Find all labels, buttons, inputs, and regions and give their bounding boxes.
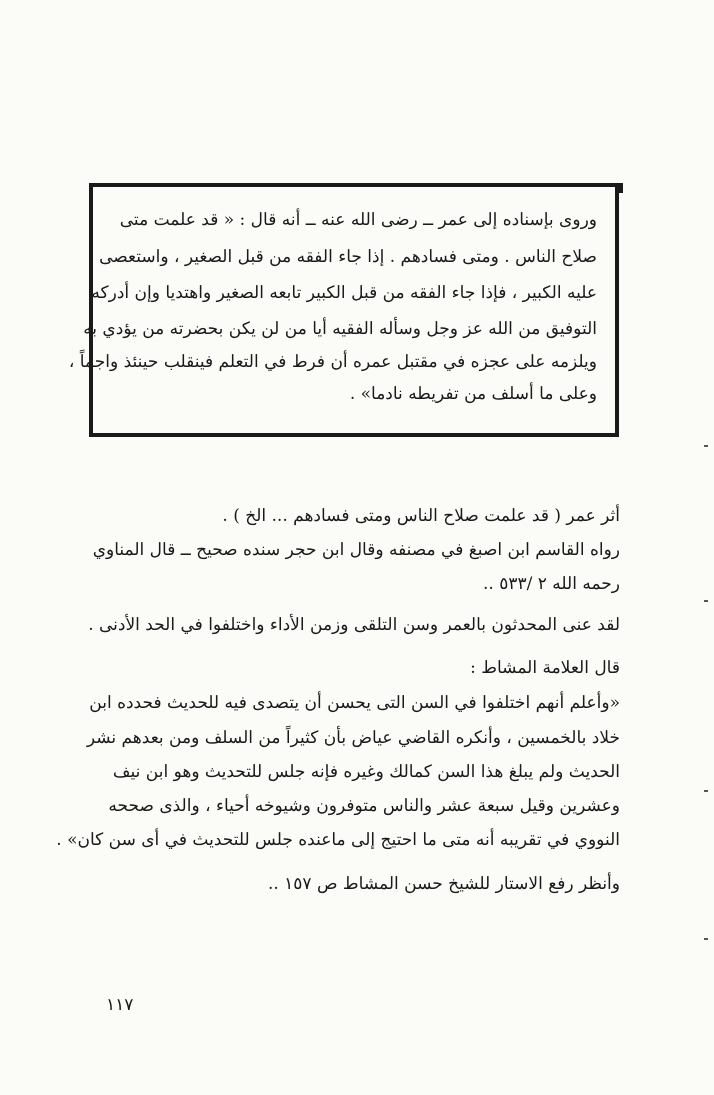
footnote-line: أثر عمر ( قد علمت صلاح الناس ومتى فسادهم ... الخ ) . — [222, 506, 620, 526]
boxed-quote — [68, 183, 619, 437]
quoted-text-line: الحديث ولم يبلغ هذا السن كمالك وغيره فإنه جلس للتحديث وهو ابن نيف — [112, 762, 620, 782]
boxed-quote-line: ويلزمه على عجزه في مقتبل عمره أن فرط في التعلم فينقلب حينئذ واجماً ، — [68, 352, 597, 372]
footnote-line: رحمه الله ٢ /٥٣٣ .. — [482, 574, 620, 594]
quoted-text-line: النووي في تقريبه أنه متى ما احتيج إلى ماعنده جلس للتحديث في أى سن كان» . — [56, 830, 620, 850]
quoted-text-line: وعشرين وقيل سبعة عشر والناس متوفرون وشيوخه أحياء ، والذى صححه — [108, 796, 620, 816]
margin-mark — [704, 445, 708, 447]
boxed-quote-line: عليه الكبير ، فإذا جاء الفقه من قبل الكبير تابعه الصغير واهتديا وإن أدركه — [91, 283, 597, 303]
footnote-line: رواه القاسم ابن اصبغ في مصنفه وقال ابن حجر سنده صحيح ــ قال المناوي — [92, 540, 620, 560]
boxed-quote-line: صلاح الناس . ومتى فسادهم . إذا جاء الفقه من قبل الصغير ، واستعصى — [99, 247, 597, 267]
margin-mark — [704, 938, 708, 940]
boxed-quote-line: وروى بإسناده إلى عمر ــ رضى الله عنه ــ أنه قال : « قد علمت متى — [119, 210, 597, 230]
paragraph: لقد عنى المحدثون بالعمر وسن التلقى وزمن الأداء واختلفوا في الحد الأدنى . — [88, 615, 620, 635]
boxed-quote-line: وعلى ما أسلف من تفريطه نادما» . — [349, 384, 597, 404]
box-corner-mark — [619, 183, 623, 193]
reference-line: وأنظر رفع الاستار للشيخ حسن المشاط ص ١٥٧ .. — [267, 874, 620, 894]
boxed-quote-line: التوفيق من الله عز وجل وسأله الفقيه أيا من لن يكن بحضرته من يؤدي به — [83, 319, 597, 339]
margin-mark — [704, 790, 708, 792]
page-number: ١١٧ — [106, 995, 134, 1015]
section-heading: قال العلامة المشاط : — [470, 658, 620, 678]
quoted-text-line: «وأعلم أنهم اختلفوا في السن التى يحسن أن يتصدى فيه للحديث فحدده ابن — [89, 693, 620, 713]
quoted-text-line: خلاد بالخمسين ، وأنكره القاضي عياض بأن كثيراً من السلف ومن بعدهم نشر — [86, 728, 620, 748]
margin-mark — [704, 600, 708, 602]
